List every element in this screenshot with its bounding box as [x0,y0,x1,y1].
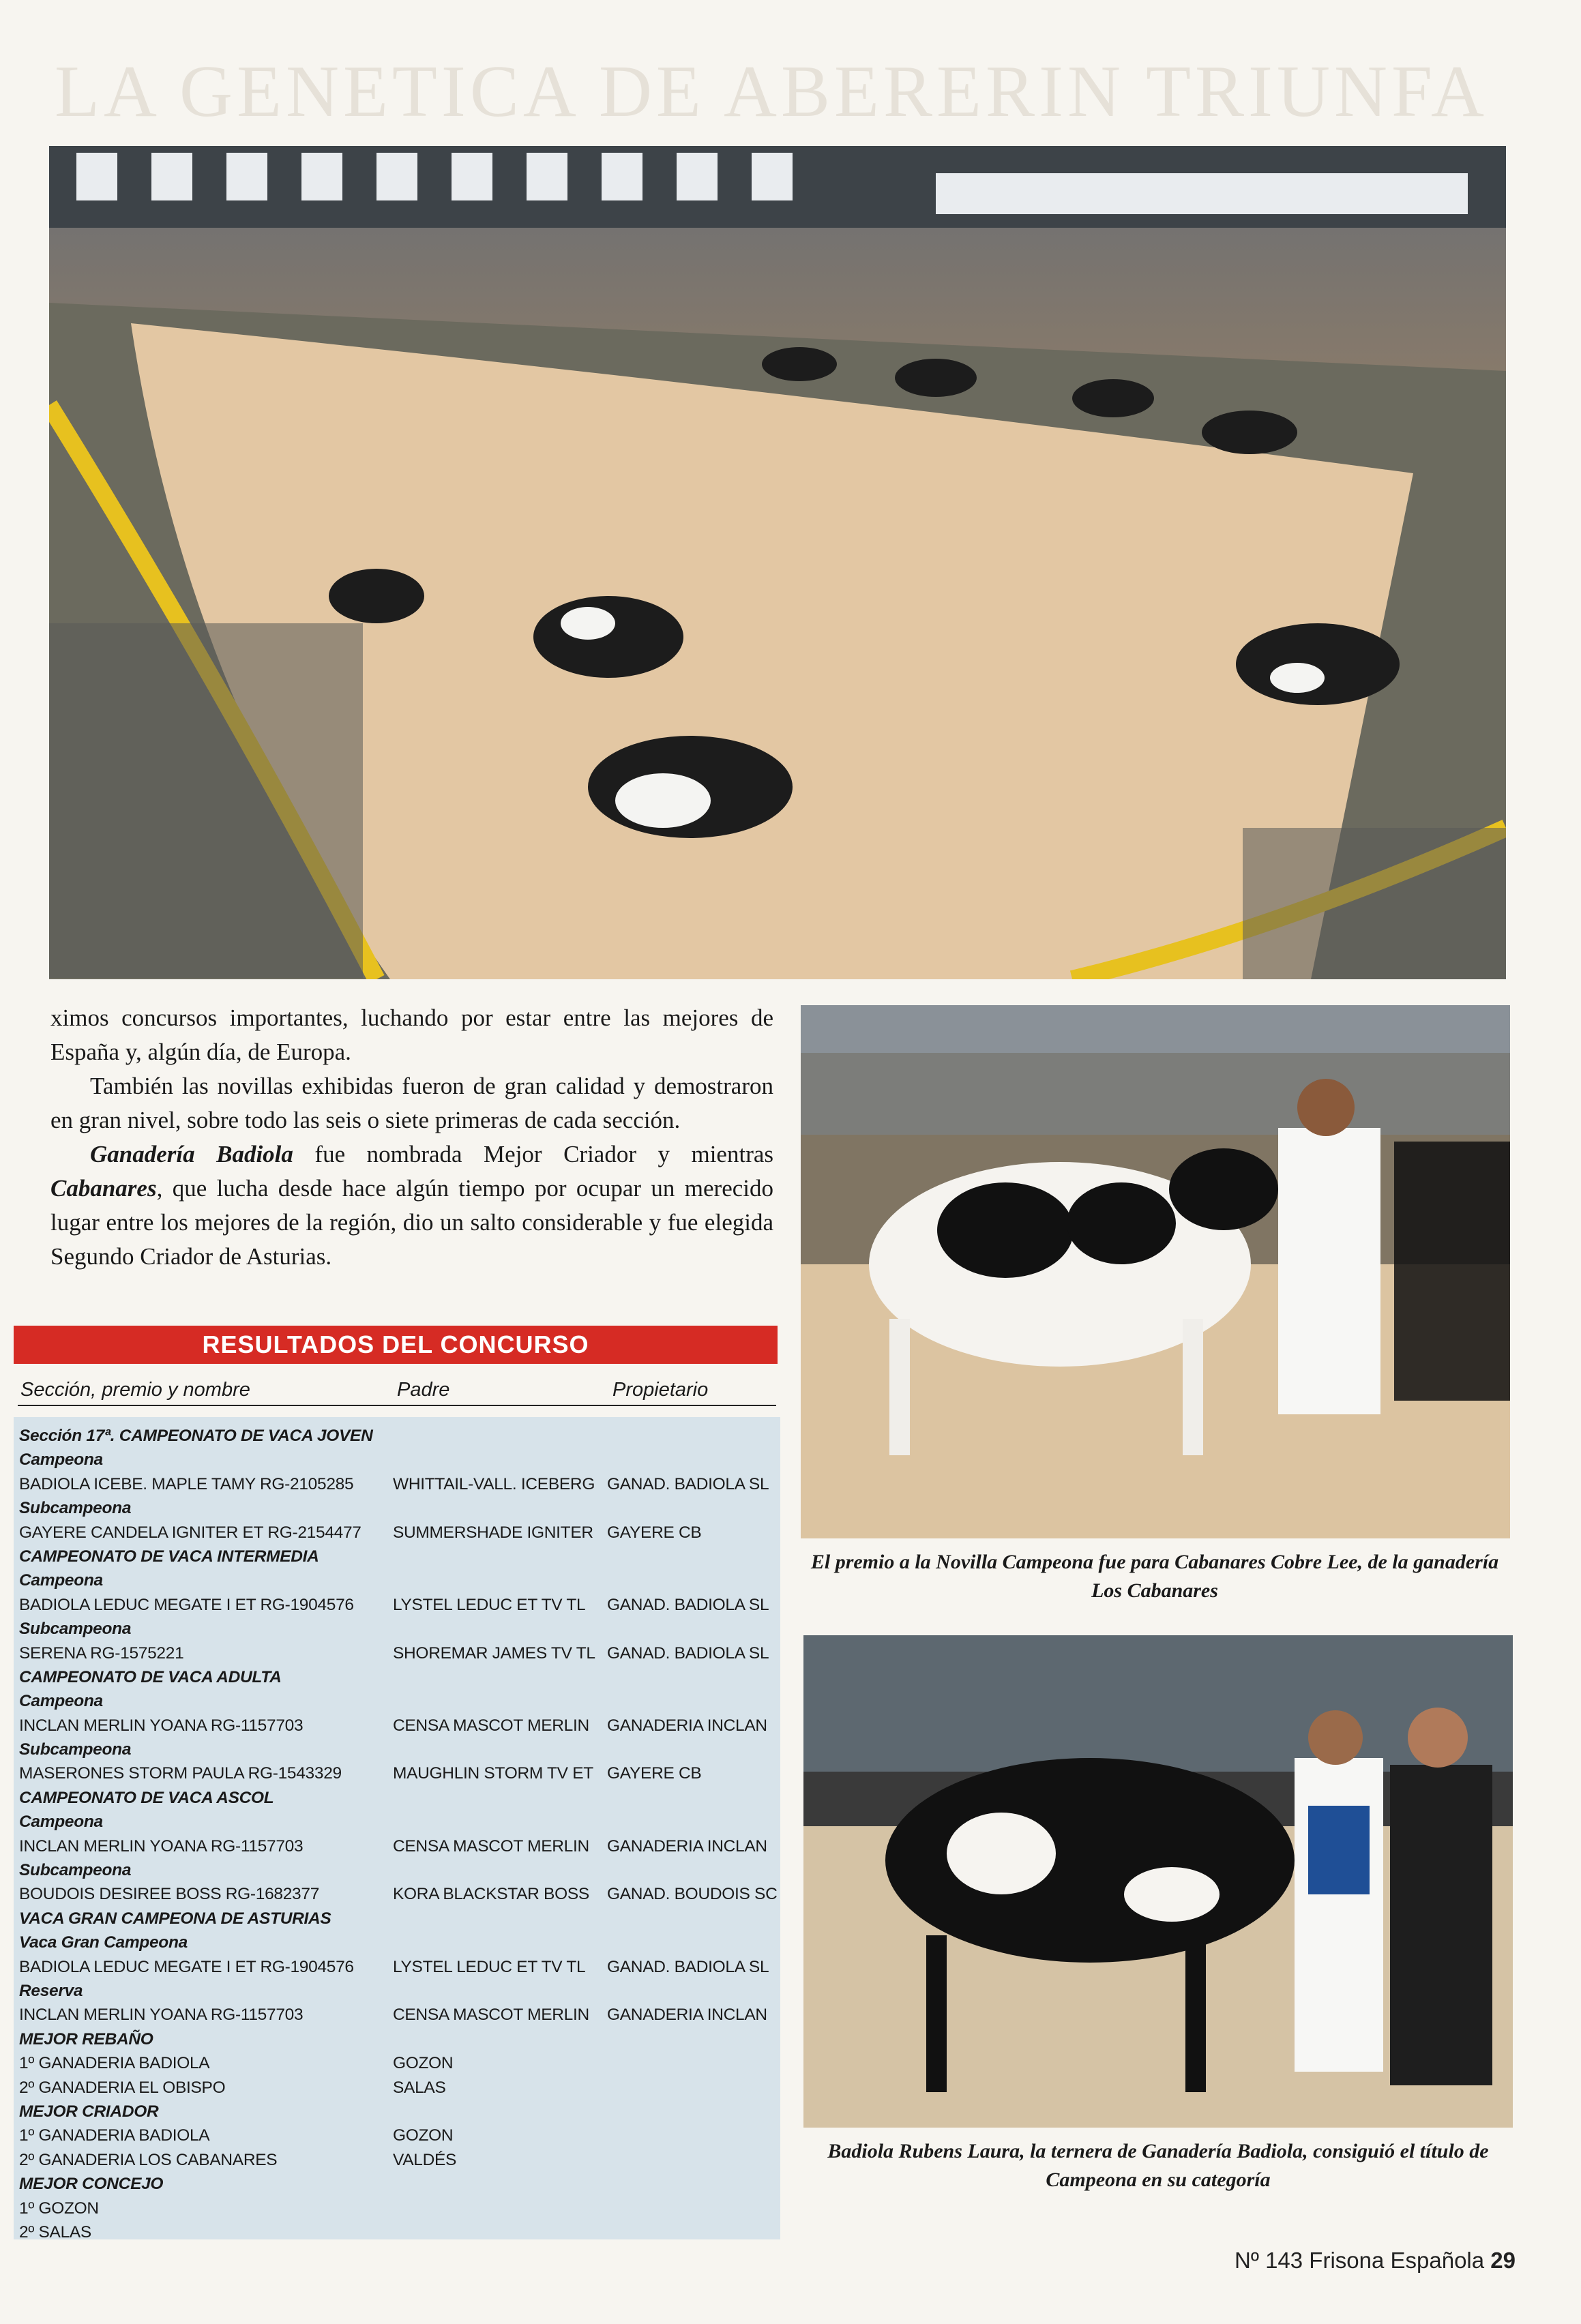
results-cell-padre: LYSTEL LEDUC ET TV TL [393,1957,586,1976]
results-row [19,2003,776,2027]
column-header-padre: Padre [397,1379,450,1401]
results-cell-name: 2º GANADERIA LOS CABANARES [19,2150,278,2169]
results-row [19,1761,776,1785]
results-cell-name: INCLAN MERLIN YOANA RG-1157703 [19,1716,304,1735]
page-footer [1235,2248,1516,2274]
results-row [19,1955,776,1979]
results-cell-name: BOUDOIS DESIREE BOSS RG-1682377 [19,1885,320,1904]
results-cell-propietario: GANADERIA INCLAN [607,1836,767,1856]
article-body [50,1001,773,1274]
results-row [19,2124,776,2147]
header-watermark: LA GENETICA DE ABERERIN TRIUNFA [55,55,1488,130]
paragraph-3: Ganadería Badiola fue nombrada Mejor Criador y mientras Cabanares, que lucha desde hace algún tiempo por ocupar un merecido lugar entre los mejores de la región, dio un salto considerable y fue elegida Segundo Criador de Asturias. [50,1141,774,1270]
page-number: 29 [1490,2248,1516,2273]
results-cell-propietario: GANAD. BADIOLA SL [607,1957,769,1976]
results-cell-name: CAMPEONATO DE VACA ASCOL [19,1788,274,1807]
results-row [19,1858,776,1882]
results-cell-name: BADIOLA ICEBE. MAPLE TAMY RG-2105285 [19,1474,354,1493]
paragraph-2: También las novillas exhibidas fueron de gran calidad y demostraron en gran nivel, sobre todo las seis o siete primeras de cada sección. [50,1073,773,1133]
results-cell-name: Subcampeona [19,1620,132,1639]
results-row [19,1521,776,1545]
results-cell-propietario: GANAD. BADIOLA SL [607,1474,769,1493]
results-row [19,2076,776,2100]
results-row [19,1568,776,1592]
results-row [19,2051,776,2075]
results-cell-name: Vaca Gran Campeona [19,1933,188,1952]
results-cell-name: GAYERE CANDELA IGNITER ET RG-2154477 [19,1523,361,1542]
results-cell-padre: MAUGHLIN STORM TV ET [393,1764,593,1783]
results-cell-propietario: GAYERE CB [607,1764,702,1783]
results-row [19,2148,776,2172]
results-row [19,1882,776,1906]
results-cell-propietario: GAYERE CB [607,1523,702,1542]
results-row [19,1472,776,1496]
results-cell-name: MEJOR CONCEJO [19,2175,164,2194]
results-cell-name: 1º GOZON [19,2199,99,2218]
results-cell-name: MEJOR REBAÑO [19,2029,153,2049]
results-row [19,1810,776,1834]
results-table [19,1424,776,2244]
results-row [19,1979,776,2003]
results-cell-name: 1º GANADERIA BADIOLA [19,2126,210,2145]
campeona-ternera-photo [803,1635,1513,2128]
results-row [19,1786,776,1810]
caption-right-top: El premio a la Novilla Campeona fue para Cabanares Cobre Lee, de la ganadería Los Cabanares [810,1551,1499,1602]
results-cell-name: CAMPEONATO DE VACA INTERMEDIA [19,1547,319,1566]
results-row [19,1834,776,1858]
results-row [19,1424,776,1448]
results-cell-name: INCLAN MERLIN YOANA RG-1157703 [19,2006,304,2025]
results-row [19,1496,776,1520]
results-cell-name: VACA GRAN CAMPEONA DE ASTURIAS [19,1909,331,1928]
results-cell-name: 2º SALAS [19,2222,91,2241]
results-cell-name: Campeona [19,1450,103,1470]
results-row [19,2196,776,2220]
paragraph-1: ximos concursos importantes, luchando por estar entre las mejores de España y, algún día, de Europa. [50,1004,773,1065]
results-cell-name: Reserva [19,1981,83,2000]
results-cell-padre: WHITTAIL-VALL. ICEBERG [393,1474,595,1493]
results-row [19,2100,776,2124]
results-row [19,1738,776,1761]
results-cell-padre: VALDÉS [393,2150,457,2169]
results-cell-padre: CENSA MASCOT MERLIN [393,1716,589,1735]
results-cell-padre: KORA BLACKSTAR BOSS [393,1885,589,1904]
results-row [19,1714,776,1738]
results-cell-name: Campeona [19,1692,103,1711]
results-row [19,2172,776,2196]
results-cell-name: Subcampeona [19,1499,132,1518]
novilla-campeona-photo [801,1005,1510,1538]
results-row [19,1593,776,1617]
results-cell-propietario: GANAD. BADIOLA SL [607,1643,769,1663]
name-cabanares: Cabanares [50,1175,157,1202]
results-row [19,1617,776,1641]
results-cell-name: 2º GANADERIA EL OBISPO [19,2078,226,2097]
column-header-section: Sección, premio y nombre [20,1379,250,1401]
results-row [19,1689,776,1713]
results-column-headers [18,1375,776,1406]
results-cell-name: Sección 17ª. CAMPEONATO DE VACA JOVEN [19,1427,373,1445]
results-cell-padre: SALAS [393,2078,446,2097]
caption-right-bottom: Badiola Rubens Laura, la ternera de Ganadería Badiola, consiguió el título de Campeona en su categoría [827,2140,1489,2191]
results-cell-propietario: GANADERIA INCLAN [607,1716,767,1735]
results-cell-padre: GOZON [393,2054,454,2073]
results-cell-padre: SHOREMAR JAMES TV TL [393,1643,595,1663]
results-cell-propietario: GANAD. BADIOLA SL [607,1595,769,1614]
results-cell-name: BADIOLA LEDUC MEGATE I ET RG-1904576 [19,1595,354,1614]
results-cell-propietario: GANADERIA INCLAN [607,2006,767,2025]
results-cell-name: Subcampeona [19,1861,132,1880]
results-row [19,2027,776,2051]
results-cell-name: BADIOLA LEDUC MEGATE I ET RG-1904576 [19,1957,354,1976]
results-row [19,1907,776,1931]
cattle-show-arena-photo [49,146,1506,979]
results-cell-name: 1º GANADERIA BADIOLA [19,2054,210,2073]
results-title: RESULTADOS DEL CONCURSO [14,1326,778,1364]
results-row [19,1448,776,1472]
results-cell-name: Campeona [19,1571,103,1590]
results-cell-padre: SUMMERSHADE IGNITER [393,1523,593,1542]
results-cell-name: MASERONES STORM PAULA RG-1543329 [19,1764,342,1783]
results-row [19,2220,776,2244]
results-row [19,1665,776,1689]
results-row [19,1931,776,1954]
name-badiola: Ganadería Badiola [90,1141,293,1167]
column-header-propietario: Propietario [612,1379,709,1401]
results-cell-padre: LYSTEL LEDUC ET TV TL [393,1595,586,1614]
results-cell-name: MEJOR CRIADOR [19,2102,159,2121]
results-cell-name: Subcampeona [19,1740,132,1759]
results-cell-name: INCLAN MERLIN YOANA RG-1157703 [19,1836,304,1856]
issue-label: Nº 143 Frisona Española [1235,2248,1485,2273]
results-cell-padre: CENSA MASCOT MERLIN [393,1836,589,1856]
results-cell-propietario: GANAD. BOUDOIS SC [607,1885,778,1904]
results-cell-padre: CENSA MASCOT MERLIN [393,2006,589,2025]
results-cell-name: CAMPEONATO DE VACA ADULTA [19,1667,282,1686]
results-cell-name: SERENA RG-1575221 [19,1643,184,1663]
results-cell-name: Campeona [19,1813,103,1832]
results-row [19,1545,776,1568]
results-row [19,1641,776,1665]
results-cell-padre: GOZON [393,2126,454,2145]
